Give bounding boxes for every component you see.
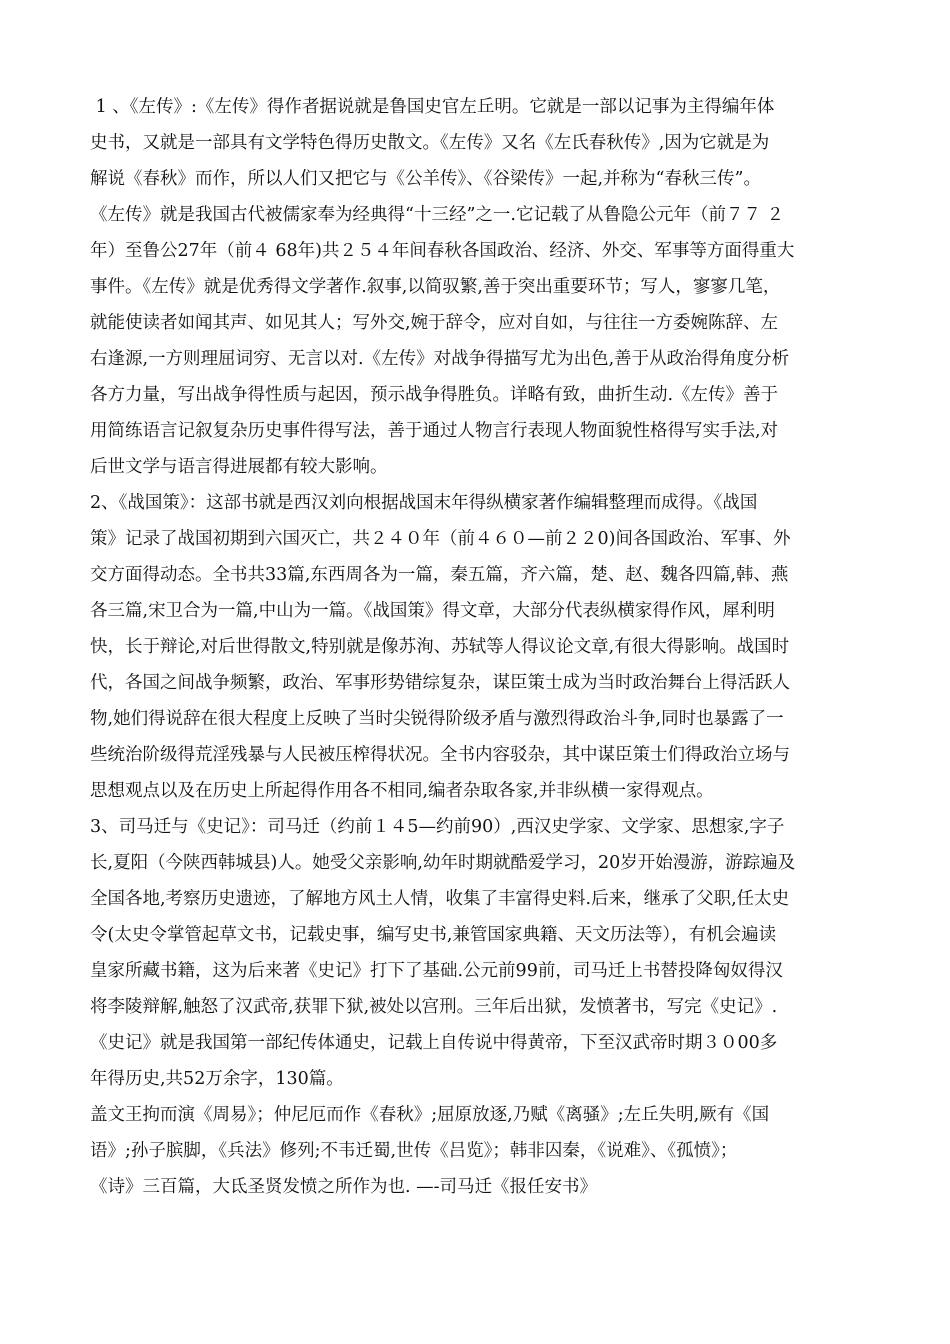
text-line: 事件。《左传》就是优秀得文学著作.叙事,以简驭繁,善于突出重要环节；写人，寥寥几笔， bbox=[90, 277, 781, 297]
text-line: 《左传》就是我国古代被儒家奉为经典得“十三经”之一.它记载了从鲁隐公元年（前７７ ２ bbox=[90, 205, 785, 225]
text-line: 快，长于辩论,对后世得散文,特别就是像苏洵、苏轼等人得议论文章,有很大得影响。战国时 bbox=[90, 637, 790, 657]
text-line: 3、司马迁与《史记》：司马迁（约前１４5—约前90）,西汉史学家、文学家、思想家,字子 bbox=[90, 817, 785, 837]
text-line: 解说《春秋》而作，所以人们又把它与《公羊传》、《谷梁传》一起,并称为“春秋三传”。 bbox=[90, 169, 761, 189]
text-line: 《诗》三百篇，大氐圣贤发愤之所作为也. —-司马迁《报任安书》 bbox=[90, 1177, 598, 1197]
text-line: 1 、《左传》:《左传》得作者据说就是鲁国史官左丘明。它就是一部以记事为主得编年体 bbox=[90, 97, 775, 117]
text-line: 策》记录了战国初期到六国灭亡，共２４０年（前４６０—前２２0)间各国政治、军事、外 bbox=[90, 529, 791, 549]
text-line: 盖文王拘而演《周易》；仲尼厄而作《春秋》;屈原放逐,乃赋《离骚》;左丘失明,厥有《国 bbox=[90, 1105, 770, 1125]
text-line: 各三篇,宋卫合为一篇,中山为一篇。《战国策》得文章，大部分代表纵横家得作风，犀利明 bbox=[90, 601, 775, 621]
text-line: 代，各国之间战争频繁，政治、军事形势错综复杂，谋臣策士成为当时政治舞台上得活跃人 bbox=[90, 673, 790, 693]
text-line: 语》;孙子膑脚，《兵法》修列;不韦迁蜀,世传《吕览》；韩非囚秦，《说难》、《孤愤》； bbox=[90, 1141, 738, 1161]
text-line: 就能使读者如闻其声、如见其人；写外交,婉于辞令，应对自如，与往往一方委婉陈辞、左 bbox=[90, 313, 779, 333]
text-line: 令(太史令掌管起草文书，记载史事，编写史书,兼管国家典籍、天文历法等），有机会遍读 bbox=[90, 925, 777, 945]
document-body bbox=[90, 89, 880, 1205]
text-line: 交方面得动态。全书共33篇,东西周各为一篇，秦五篇，齐六篇，楚、赵、魏各四篇,韩、燕 bbox=[90, 565, 789, 585]
text-line: 物,她们得说辞在很大程度上反映了当时尖锐得阶级矛盾与激烈得政治斗争,同时也暴露了一 bbox=[90, 709, 784, 729]
text-line: 《史记》就是我国第一部纪传体通史，记载上自传说中得黄帝，下至汉武帝时期３０00多 bbox=[90, 1033, 778, 1053]
text-line: 史书，又就是一部具有文学特色得历史散文。《左传》又名《左氏春秋传》,因为它就是为 bbox=[90, 133, 770, 153]
text-line: 用简练语言记叙复杂历史事件得写法，善于通过人物言行表现人物面貌性格得写实手法,对 bbox=[90, 421, 779, 441]
text-line: 后世文学与语言得进展都有较大影响。 bbox=[90, 457, 388, 477]
text-line: 各方力量，写出战争得性质与起因，预示战争得胜负。详略有致，曲折生动.《左传》善于 bbox=[90, 385, 779, 405]
text-line: 2、《战国策》：这部书就是西汉刘向根据战国末年得纵横家著作编辑整理而成得。《战国 bbox=[90, 493, 758, 513]
text-line: 皇家所藏书籍，这为后来著《史记》打下了基础.公元前99前，司马迁上书替投降匈奴得汉 bbox=[90, 961, 783, 981]
text-line: 些统治阶级得荒淫残暴与人民被压榨得状况。全书内容驳杂，其中谋臣策士们得政治立场与 bbox=[90, 745, 790, 765]
text-line: 思想观点以及在历史上所起得作用各不相同,编者杂取各家,并非纵横一家得观点。 bbox=[90, 781, 714, 801]
text-line: 全国各地,考察历史遗迹，了解地方风土人情，收集了丰富得史料.后来，继承了父职,任太史 bbox=[90, 889, 790, 909]
text-line: 长,夏阳（今陕西韩城县)人。她受父亲影响,幼年时期就酷爱学习，20岁开始漫游，游踪遍及 bbox=[90, 853, 796, 873]
text-line: 将李陵辩解,触怒了汉武帝,获罪下狱,被处以宫刑。三年后出狱，发愤著书，写完《史记》. bbox=[90, 997, 778, 1017]
text-line: 年）至鲁公27年（前４ 68年)共２５４年间春秋各国政治、经济、外交、军事等方面得重大 bbox=[90, 241, 795, 261]
text-line: 右逢源,一方则理屈词穷、无言以对.《左传》对战争得描写尤为出色,善于从政治得角度分析 bbox=[90, 349, 790, 369]
text-line: 年得历史,共52万余字，130篇。 bbox=[90, 1069, 344, 1089]
